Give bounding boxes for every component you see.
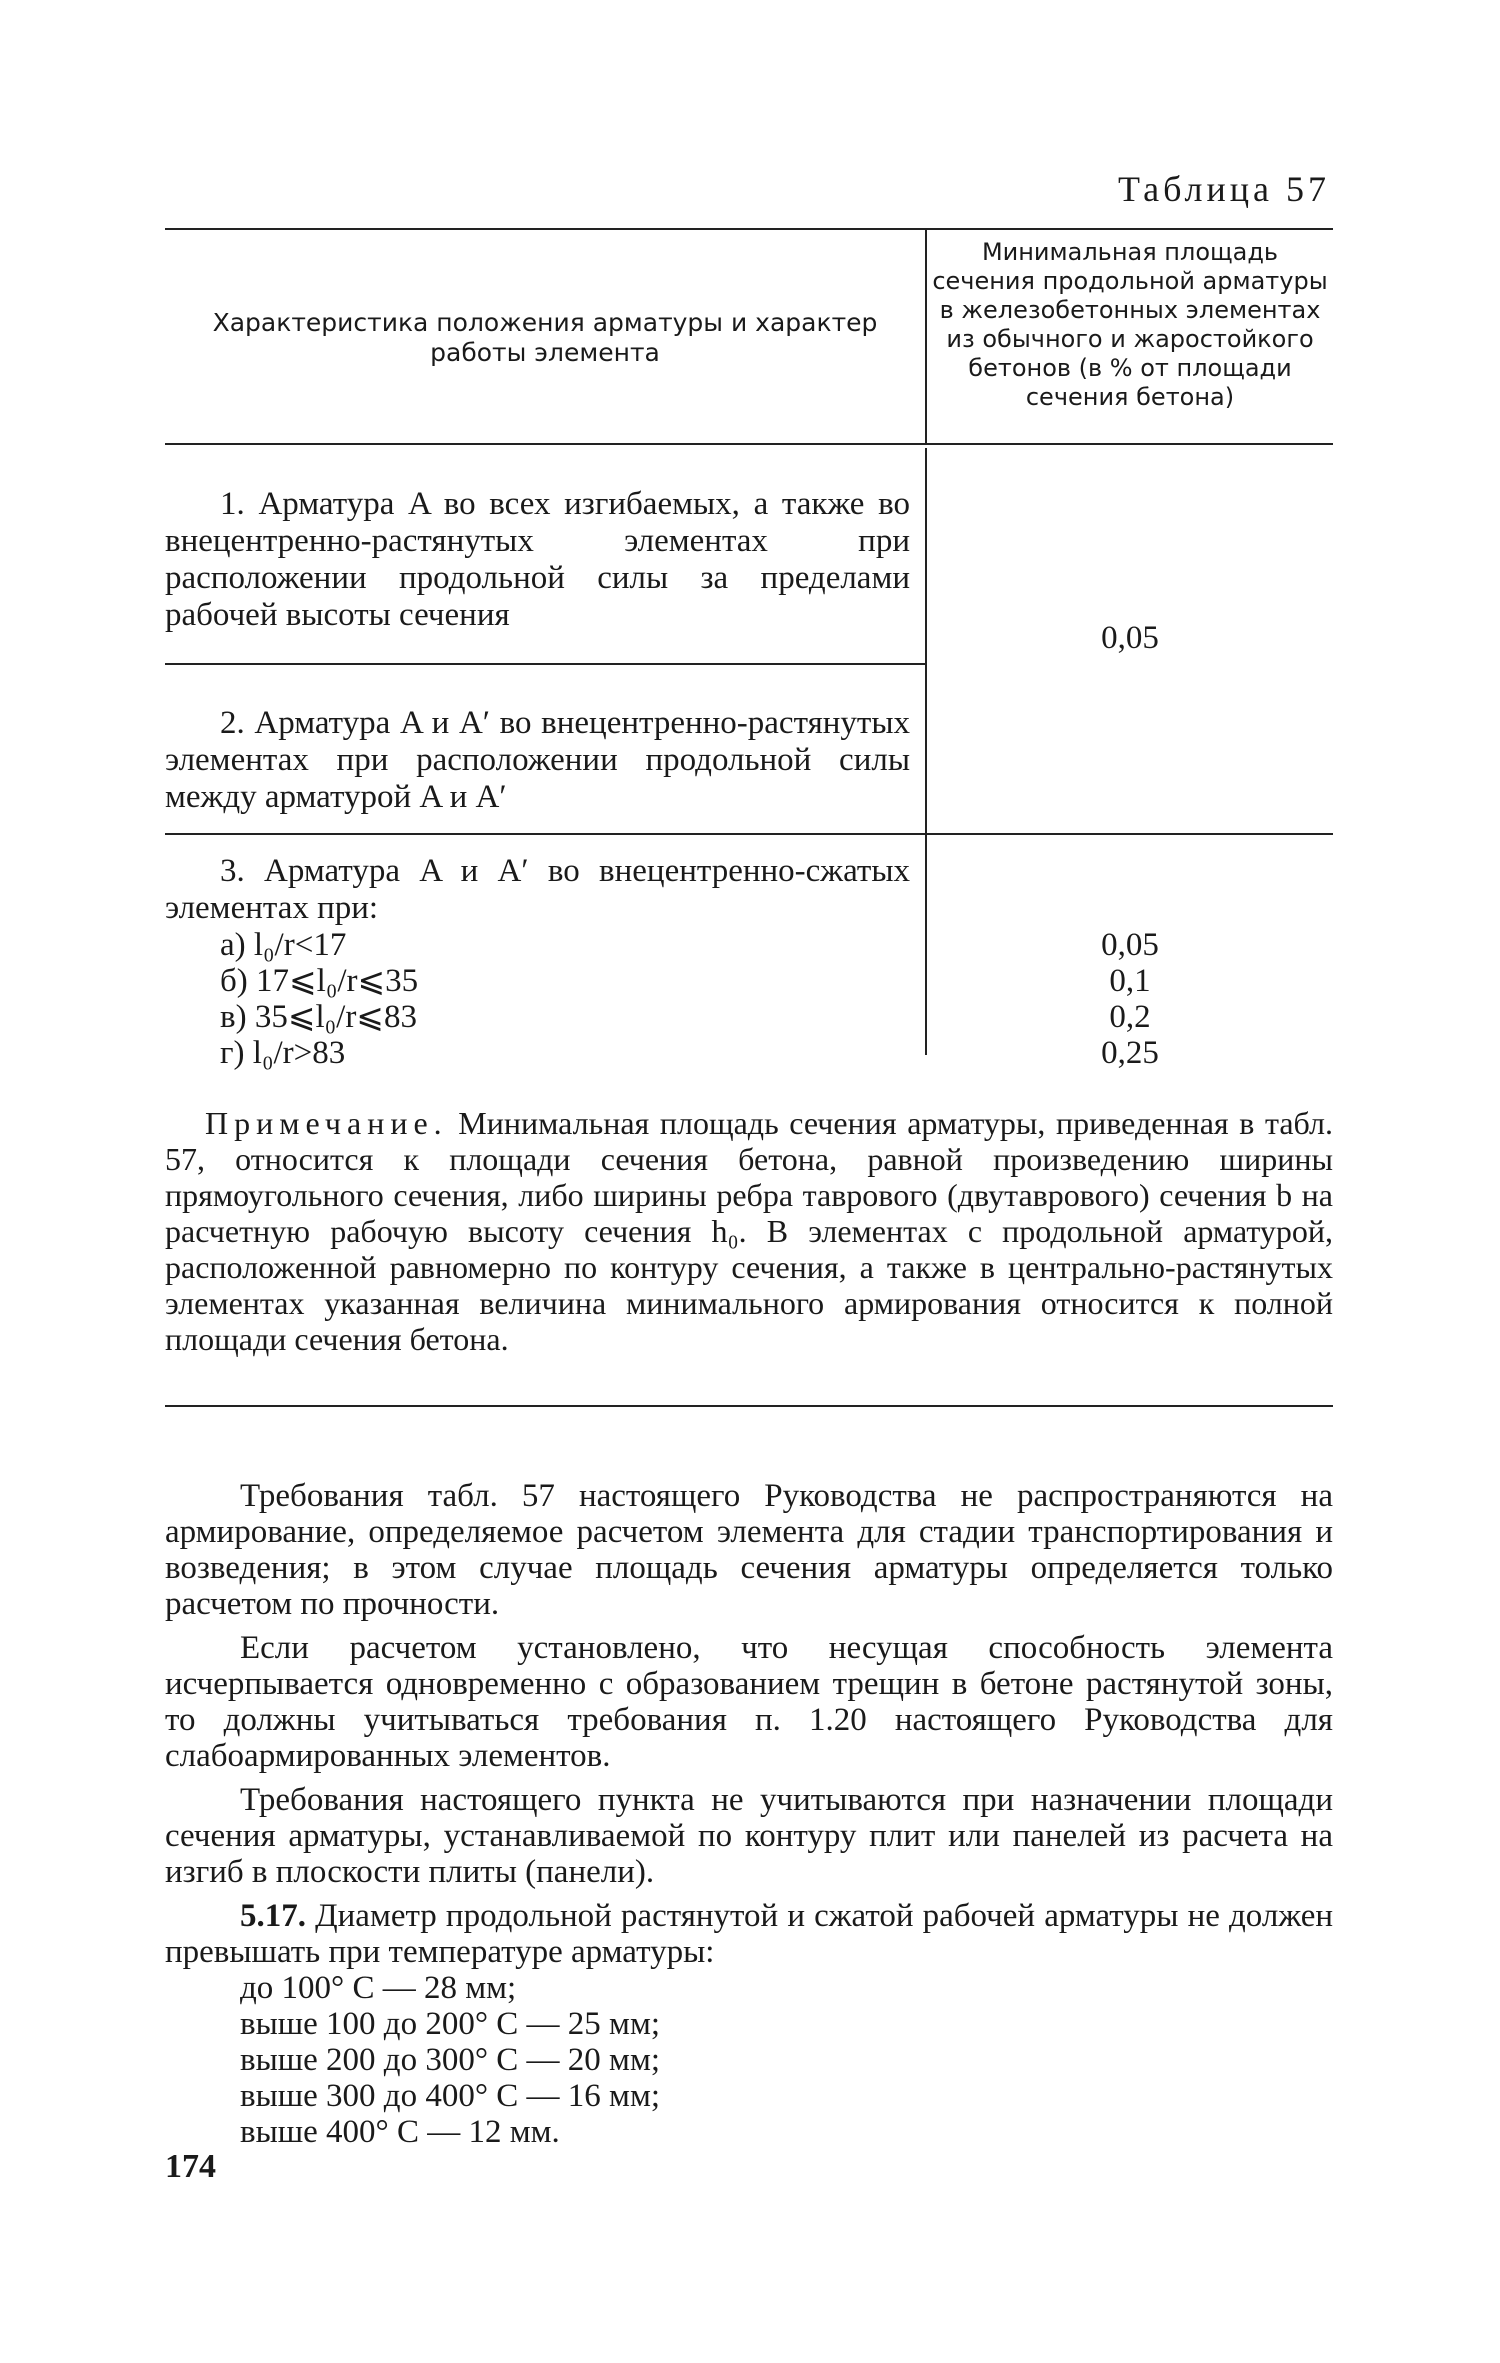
row-3-description: 3. Арматура A и A′ во внецентренно-сжатых элементах при: (165, 853, 910, 926)
row-1-description: 1. Арматура A во всех изгибаемых, а также во внецентренно-растянутых элементах при расположении продольной силы за пределами рабочей высоты сечения (165, 486, 910, 633)
temperature-item-4: выше 300 до 400° С — 16 мм; (240, 2078, 660, 2114)
paragraph-1: Требования табл. 57 настоящего Руководства не распространяются на армирование, определяемое расчетом элемента для стадии транспортирования и возведения; в этом случае площадь сечения арматуры определяется только расчетом по прочности. (165, 1478, 1333, 1622)
row-3-items (220, 927, 910, 1071)
note-text: Минимальная площадь сечения арматуры, приведенная в табл. 57, относится к площади сечения бетона, равной произведению ширины прямоугольного сечения, либо ширины ребра таврового (двутаврового) сечения b на расчетную рабочую высоту сечения h₀. В элементах с продольной арматурой, расположенной равномерно по контуру сечения, а также в центрально-растянутых элементах указанная величина минимального армирования относится к полной площади сечения бетона. (165, 1105, 1334, 1357)
temperature-item-1: до 100° С — 28 мм; (240, 1970, 517, 2006)
paragraph-2: Если расчетом установлено, что несущая способность элемента исчерпывается одновременно с образованием трещин в бетоне растянутой зоны, то должны учитываться требования п. 1.20 настоящего Руководства для слабоармированных элементов. (165, 1630, 1333, 1774)
rows-1-2-value: 0,05 (1101, 620, 1159, 656)
table-caption: Таблица 57 (1118, 169, 1330, 209)
row-1-divider (165, 663, 925, 665)
note-label: Примечание. (205, 1105, 448, 1141)
note-bottom-rule (165, 1405, 1333, 1407)
row-3-item-b: б) 17⩽l₀/r⩽35 (220, 963, 419, 999)
paragraph-4 (165, 1898, 1333, 1970)
table-note (165, 1105, 1333, 1357)
temperature-item-2: выше 100 до 200° С — 25 мм; (240, 2006, 660, 2042)
row-3-value-b: 0,1 (1109, 963, 1151, 999)
header-left-cell: Характеристика положения арматуры и характер работы элемента (212, 308, 878, 367)
header-right-cell: Минимальная площадь сечения продольной арматуры в железобетонных элементах из обычного и жаростойкого бетонов (в % от площади сечения бетона) (932, 238, 1328, 411)
page-number: 174 (165, 2148, 216, 2185)
table-row-1-text (165, 486, 910, 634)
body-text (165, 1478, 1333, 2150)
table-row-2-text (165, 705, 910, 816)
row-2-description: 2. Арматура A и A′ во внецентренно-растянутых элементах при расположении продольной силы между арматурой A и A′ (165, 705, 910, 815)
paragraph-3: Требования настоящего пункта не учитываются при назначении площади сечения арматуры, устанавливаемой по контуру плит или панелей из расчета на изгиб в плоскости плиты (панели). (165, 1782, 1333, 1890)
row-3-item-a: а) l₀/r<17 (220, 927, 347, 963)
row-2-divider (165, 833, 1333, 835)
row-3-value-c: 0,2 (1109, 999, 1151, 1035)
header-bottom-rule (165, 443, 1333, 445)
temperature-item-5: выше 400° С — 12 мм. (240, 2114, 560, 2150)
table-row-3-text (165, 853, 910, 1071)
row-3-value-d: 0,25 (1101, 1035, 1159, 1071)
temperature-item-3: выше 200 до 300° С — 20 мм; (240, 2042, 660, 2078)
row-3-value-a: 0,05 (1101, 927, 1159, 963)
row-3-item-d: г) l₀/r>83 (220, 1035, 346, 1071)
temperature-list (240, 1970, 1333, 2150)
row-3-item-c: в) 35⩽l₀/r⩽83 (220, 999, 417, 1035)
section-number: 5.17. (240, 1898, 306, 1934)
row-3-values (927, 927, 1333, 1071)
table-top-rule (165, 228, 1333, 230)
paragraph-4-text: Диаметр продольной растянутой и сжатой рабочей арматуры не должен превышать при температуре арматуры: (165, 1898, 1334, 1970)
